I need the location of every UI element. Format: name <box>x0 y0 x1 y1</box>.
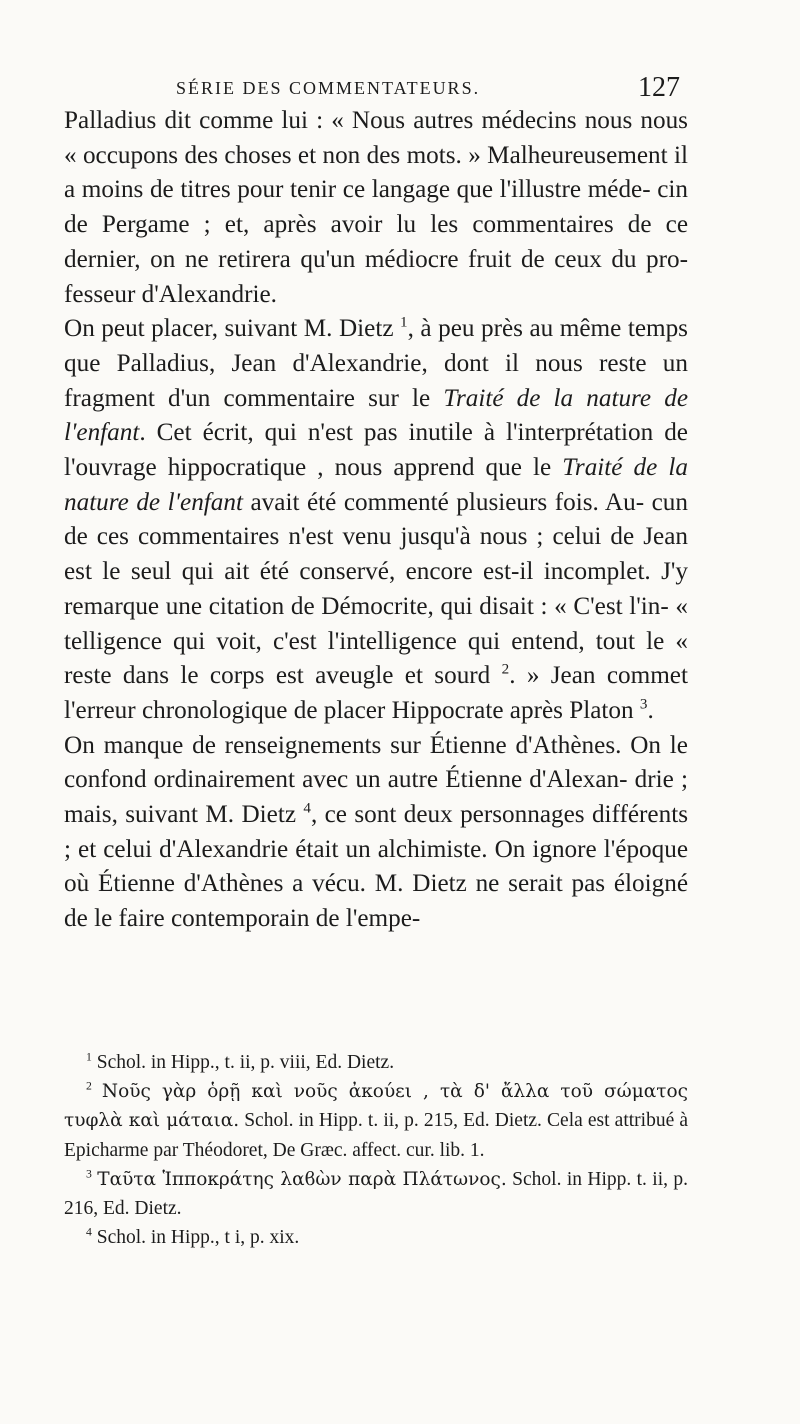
greek-quote: Νοῦς γὰρ ὁρῇ καὶ νοῦς ἀκούει , τὰ δ' ἄλλα τοῦ σώματος τυφλὰ καὶ μάταια. <box>64 1081 689 1132</box>
footnote-ref-2[interactable]: 2 <box>501 661 510 678</box>
footnote-4 <box>64 1223 688 1252</box>
text-run: , à peu près au même temps que Palladius, Jean d'Alexandrie, dont il nous reste un fragment d'un commentaire sur le <box>64 315 688 412</box>
paragraph-1 <box>64 104 688 312</box>
text-run: avait été commenté plusieurs fois. Au- cun de ces commentaires n'est venu jusqu'à nous ; celui de Jean est le seul qui ait été conservé, encore est-il incomplet. J'y remarque une citation de Démocrite, qui disait : « C'est l'in- « telligence qui voit, c'est l'intelligence qui entend, tout le « reste dans le corps est aveugle et sourd <box>64 488 688 690</box>
work-title: Traité de la nature de l'enfant <box>64 454 689 516</box>
footnote-text: Schol. in Hipp., t. ii, p. viii, Ed. Dietz. <box>96 1052 395 1073</box>
footnote-text: Schol. in Hipp. t. ii, p. 215, Ed. Dietz. Cela est attribué à Epicharme par Théodoret, De Græc. affect. cur. lib. 1. <box>64 1110 688 1161</box>
text-run: On manque de renseignements sur Étienne d'Athènes. On le confond ordinairement avec un autre Étienne d'Alexan- drie ; mais, suivant M. Dietz <box>64 731 688 829</box>
text-run: . <box>647 696 654 724</box>
footnote-mark: 2 <box>86 1079 92 1093</box>
footnote-ref-3[interactable]: 3 <box>639 696 648 713</box>
work-title: Traité de la nature de l'enfant <box>64 384 689 447</box>
footnote-text: Schol. in Hipp., t i, p. xix. <box>96 1227 300 1249</box>
running-title: SÉRIE DES COMMENTATEURS. <box>176 78 481 98</box>
footnote-mark: 3 <box>86 1167 92 1181</box>
text-run: On peut placer, suivant M. Dietz <box>64 315 401 343</box>
main-text <box>64 104 688 937</box>
text-run: . Cet écrit, qui n'est pas inutile à l'interprétation de l'ouvrage hippocratique , nous apprend que le <box>64 419 688 482</box>
paragraph-3 <box>64 729 688 937</box>
footnote-ref-1[interactable]: 1 <box>400 314 408 331</box>
footnote-text: Schol. in Hipp. t. ii, p. 216, Ed. Dietz. <box>64 1168 689 1220</box>
paragraph-1-text: Palladius dit comme lui : « Nous autres médecins nous nous « occupons des choses et non des mots. » Malheureusement il a moins de titres pour tenir ce langage que l'illustre méde- cin de Pergame ; et, après avoir lu les commentaires de ce dernier, on ne retirera qu'un médiocre fruit de ceux du pro- fesseur d'Alexandrie. <box>64 107 688 308</box>
footnote-2 <box>64 1077 688 1165</box>
page-number: 127 <box>638 72 680 103</box>
footnotes <box>64 1048 688 1252</box>
text-run: , ce sont deux personnages différents ; et celui d'Alexandrie était un alchimiste. On ignore l'époque où Étienne d'Athènes a vécu. M. Dietz ne serait pas éloigné de le faire contemporain de l'empe- <box>64 801 688 933</box>
footnote-3 <box>64 1165 688 1223</box>
paragraph-2 <box>64 312 688 728</box>
footnote-1 <box>64 1048 688 1077</box>
greek-quote: Ταῦτα Ἱπποκράτης λαϐὼν παρὰ Πλάτωνος. <box>97 1168 507 1190</box>
footnote-mark: 1 <box>86 1050 92 1064</box>
footnote-ref-4[interactable]: 4 <box>303 800 311 817</box>
text-run: . » Jean commet l'erreur chronologique de placer Hippocrate après Platon <box>64 662 688 724</box>
footnote-mark: 4 <box>86 1225 92 1239</box>
